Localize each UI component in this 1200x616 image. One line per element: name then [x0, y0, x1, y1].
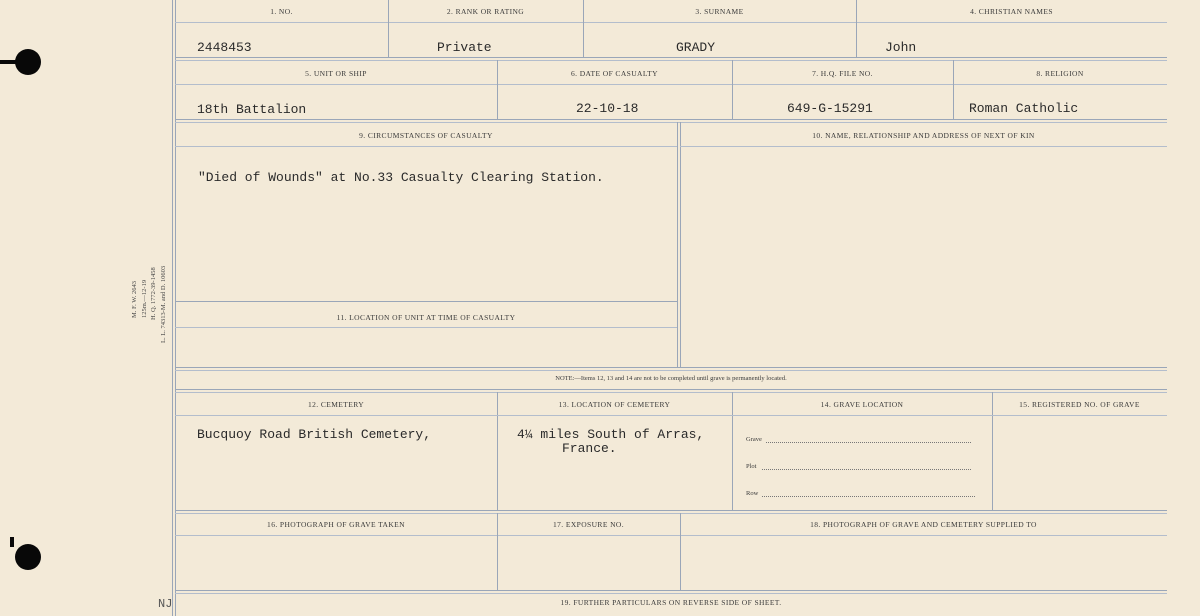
header-photo-supplied: 18. PHOTOGRAPH OF GRAVE AND CEMETERY SUPPLIED TO	[810, 520, 1037, 529]
row4-div3	[992, 392, 993, 510]
header-surname: 3. SURNAME	[695, 7, 744, 16]
location-unit-top-rule	[175, 301, 677, 302]
grave-field-label: Grave	[746, 436, 762, 443]
row2-header-rule	[175, 84, 1167, 85]
header-rank: 2. RANK OR RATING	[446, 7, 525, 16]
left-border	[172, 0, 173, 616]
header-circumstances: 9. CIRCUMSTANCES OF CASUALTY	[359, 131, 493, 140]
row3-div	[677, 122, 678, 367]
margin-print-1: M. F. W. 2643	[131, 280, 138, 318]
row4-header-rule	[175, 415, 1167, 416]
value-cemetery: Bucquoy Road British Cemetery,	[197, 427, 432, 442]
row1-header-rule	[175, 22, 1167, 23]
row3-header-rule-left	[175, 146, 677, 147]
margin-print-3: H. Q. 1772-39-1458	[150, 267, 157, 320]
header-date: 6. DATE OF CASUALTY	[571, 69, 658, 78]
value-location-line1: 4¼ miles South of Arras,	[517, 427, 705, 442]
header-exposure: 17. EXPOSURE NO.	[553, 520, 624, 529]
value-surname: GRADY	[676, 40, 716, 55]
location-unit-header-rule	[175, 327, 677, 328]
value-rank: Private	[437, 40, 492, 55]
header-next-of-kin: 10. NAME, RELATIONSHIP AND ADDRESS OF NEXT OF KIN	[812, 131, 1035, 140]
header-religion: 8. RELIGION	[1036, 69, 1084, 78]
grave-field-dots	[766, 442, 971, 443]
header-hq-file: 7. H.Q. FILE NO.	[812, 69, 873, 78]
plot-field-label: Plot	[746, 463, 757, 470]
row1-bottom-rule2	[175, 60, 1167, 61]
note-bottom-rule2	[175, 392, 1167, 393]
row2-bottom-rule2	[175, 122, 1167, 123]
punch-hole-bottom	[15, 544, 41, 570]
value-unit: 18th Battalion	[197, 102, 307, 117]
row3-div2	[680, 122, 681, 367]
row1-bottom-rule	[175, 57, 1167, 58]
header-cemetery: 12. CEMETERY	[307, 400, 365, 409]
value-religion: Roman Catholic	[969, 101, 1079, 116]
note-text: NOTE:—Items 12, 13 and 14 are not to be completed until grave is permanently located.	[555, 375, 787, 382]
row5-top-rule	[175, 510, 1167, 511]
footer-top-rule	[175, 590, 1167, 591]
note-bottom-rule	[175, 389, 1167, 390]
margin-print-2: 125m.—12-19	[141, 279, 148, 318]
header-no: 1. NO.	[270, 7, 293, 16]
note-top-rule2	[175, 370, 1167, 371]
row5-top-rule2	[175, 513, 1167, 514]
note-top-rule	[175, 367, 1167, 368]
row4-div2	[732, 392, 733, 510]
header-grave-location: 14. GRAVE LOCATION	[820, 400, 904, 409]
value-no: 2448453	[197, 40, 252, 55]
row3-header-rule-right	[680, 146, 1167, 147]
footer-top-rule2	[175, 593, 1167, 594]
row-field-dots	[762, 496, 975, 497]
row-field-label: Row	[746, 490, 759, 497]
plot-field-dots	[762, 469, 971, 470]
header-registered-no: 15. REGISTERED NO. OF GRAVE	[1019, 400, 1140, 409]
header-photo-taken: 16. PHOTOGRAPH OF GRAVE TAKEN	[267, 520, 405, 529]
value-christian: John	[885, 40, 917, 55]
header-unit: 5. UNIT OR SHIP	[305, 69, 367, 78]
margin-print-4: L. L. 74313-M. and D. 10603	[160, 265, 167, 343]
value-location-line2: France.	[562, 441, 617, 456]
footer-further-particulars: 19. FURTHER PARTICULARS ON REVERSE SIDE OF SHEET.	[560, 598, 782, 607]
header-christian: 4. CHRISTIAN NAMES	[970, 7, 1053, 16]
value-hq-file: 649-G-15291	[787, 101, 873, 116]
value-circumstances: "Died of Wounds" at No.33 Casualty Clearing Station.	[198, 170, 604, 185]
row2-bottom-rule	[175, 119, 1167, 120]
row5-header-rule	[175, 535, 1167, 536]
row4-div1	[497, 392, 498, 510]
header-location-unit: 11. LOCATION OF UNIT AT TIME OF CASUALTY	[336, 313, 516, 322]
punch-hole-bottom-tail	[10, 537, 14, 547]
punch-hole-top-tail	[0, 60, 20, 64]
margin-initials: NJ	[158, 597, 173, 611]
header-location-cemetery: 13. LOCATION OF CEMETERY	[558, 400, 671, 409]
value-date: 22-10-18	[576, 101, 639, 116]
